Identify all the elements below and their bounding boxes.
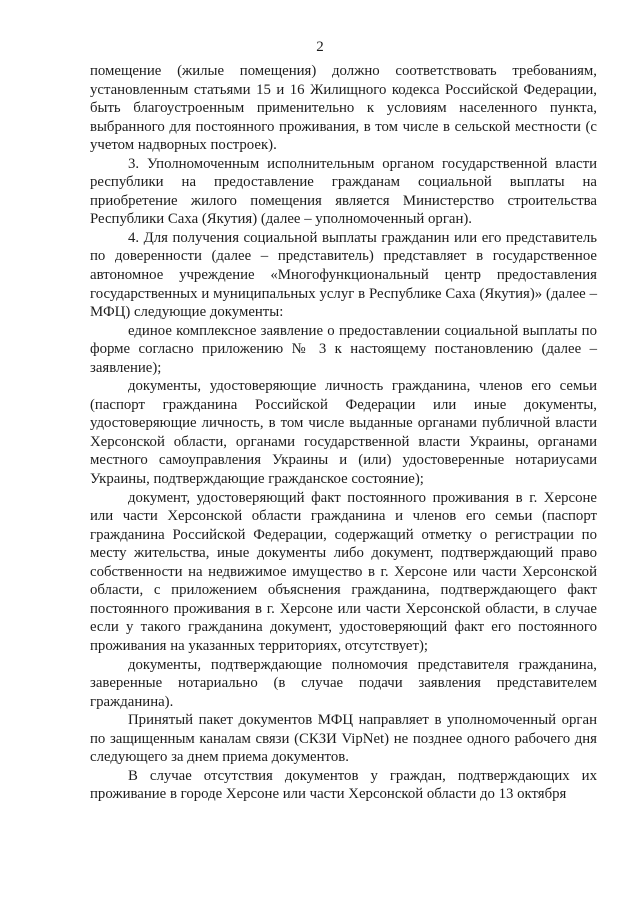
paragraph-authorized-body: 3. Уполномоченным исполнительным органом государственной власти республики на предоставление гражданам социальной выплаты на приобретение жилого помещения является Министерство строительства Республики Саха (Якутия) (далее – уполномоченный орган). (90, 155, 597, 228)
paragraph-application: единое комплексное заявление о предоставлении социальной выплаты по форме согласно приложению № 3 к настоящему постановлению (далее – заявление); (90, 322, 597, 376)
paragraph-representative-documents: документы, подтверждающие полномочия представителя гражданина, заверенные нотариально (в случае подачи заявления представителем гражданина). (90, 656, 597, 710)
paragraph-missing-documents: В случае отсутствия документов у граждан, подтверждающих их проживание в городе Херсоне или части Херсонской области до 13 октября (90, 767, 597, 803)
page-number: 2 (316, 39, 324, 55)
paragraph-documents-intro: 4. Для получения социальной выплаты гражданин или его представитель по доверенности (далее – представитель) представляет в государственное автономное учреждение «Многофункциональный центр предоставления государственных и муниципальных услуг в Республике Саха (Якутия)» (далее – МФЦ) следующие документы: (90, 229, 597, 321)
paragraph-residence-documents: документ, удостоверяющий факт постоянного проживания в г. Херсоне или части Херсонской области гражданина и членов его семьи (паспорт гражданина Российской Федерации, содержащий отметку о регистрации по месту жительства, иные документы либо документ, подтверждающий право собственности на недвижимое имущество в г. Херсоне или части Херсонской области, с приложением объяснения гражданина, подтверждающего факт постоянного проживания в г. Херсоне или части Херсонской области, в случае если у такого гражданина документ, удостоверяющий факт его постоянного проживания на указанных территориях, отсутствует); (90, 489, 597, 654)
paragraph-housing-requirements: помещение (жилые помещения) должно соответствовать требованиям, установленным статьями 15 и 16 Жилищного кодекса Российской Федерации, быть благоустроенным применительно к условиям населенного пункта, выбранного для постоянного проживания, в том числе в сельской местности (с учетом надворных построек). (90, 63, 597, 154)
paragraph-mfc-transfer: Принятый пакет документов МФЦ направляет в уполномоченный орган по защищенным каналам связи (СКЗИ VipNet) не позднее одного рабочего дня следующего за днем приема документов. (90, 712, 597, 766)
document-body (90, 62, 597, 804)
paragraph-identity-documents: документы, удостоверяющие личность гражданина, членов его семьи (паспорт гражданина Российской Федерации или иные документы, удостоверяющие личность, в том числе выданные органами публичной власти Херсонской области, органами государственной власти Украины, органами местного самоуправления Украины и (или) удостоверенные нотариусами Украины, подтверждающие гражданское состояние); (90, 378, 597, 488)
